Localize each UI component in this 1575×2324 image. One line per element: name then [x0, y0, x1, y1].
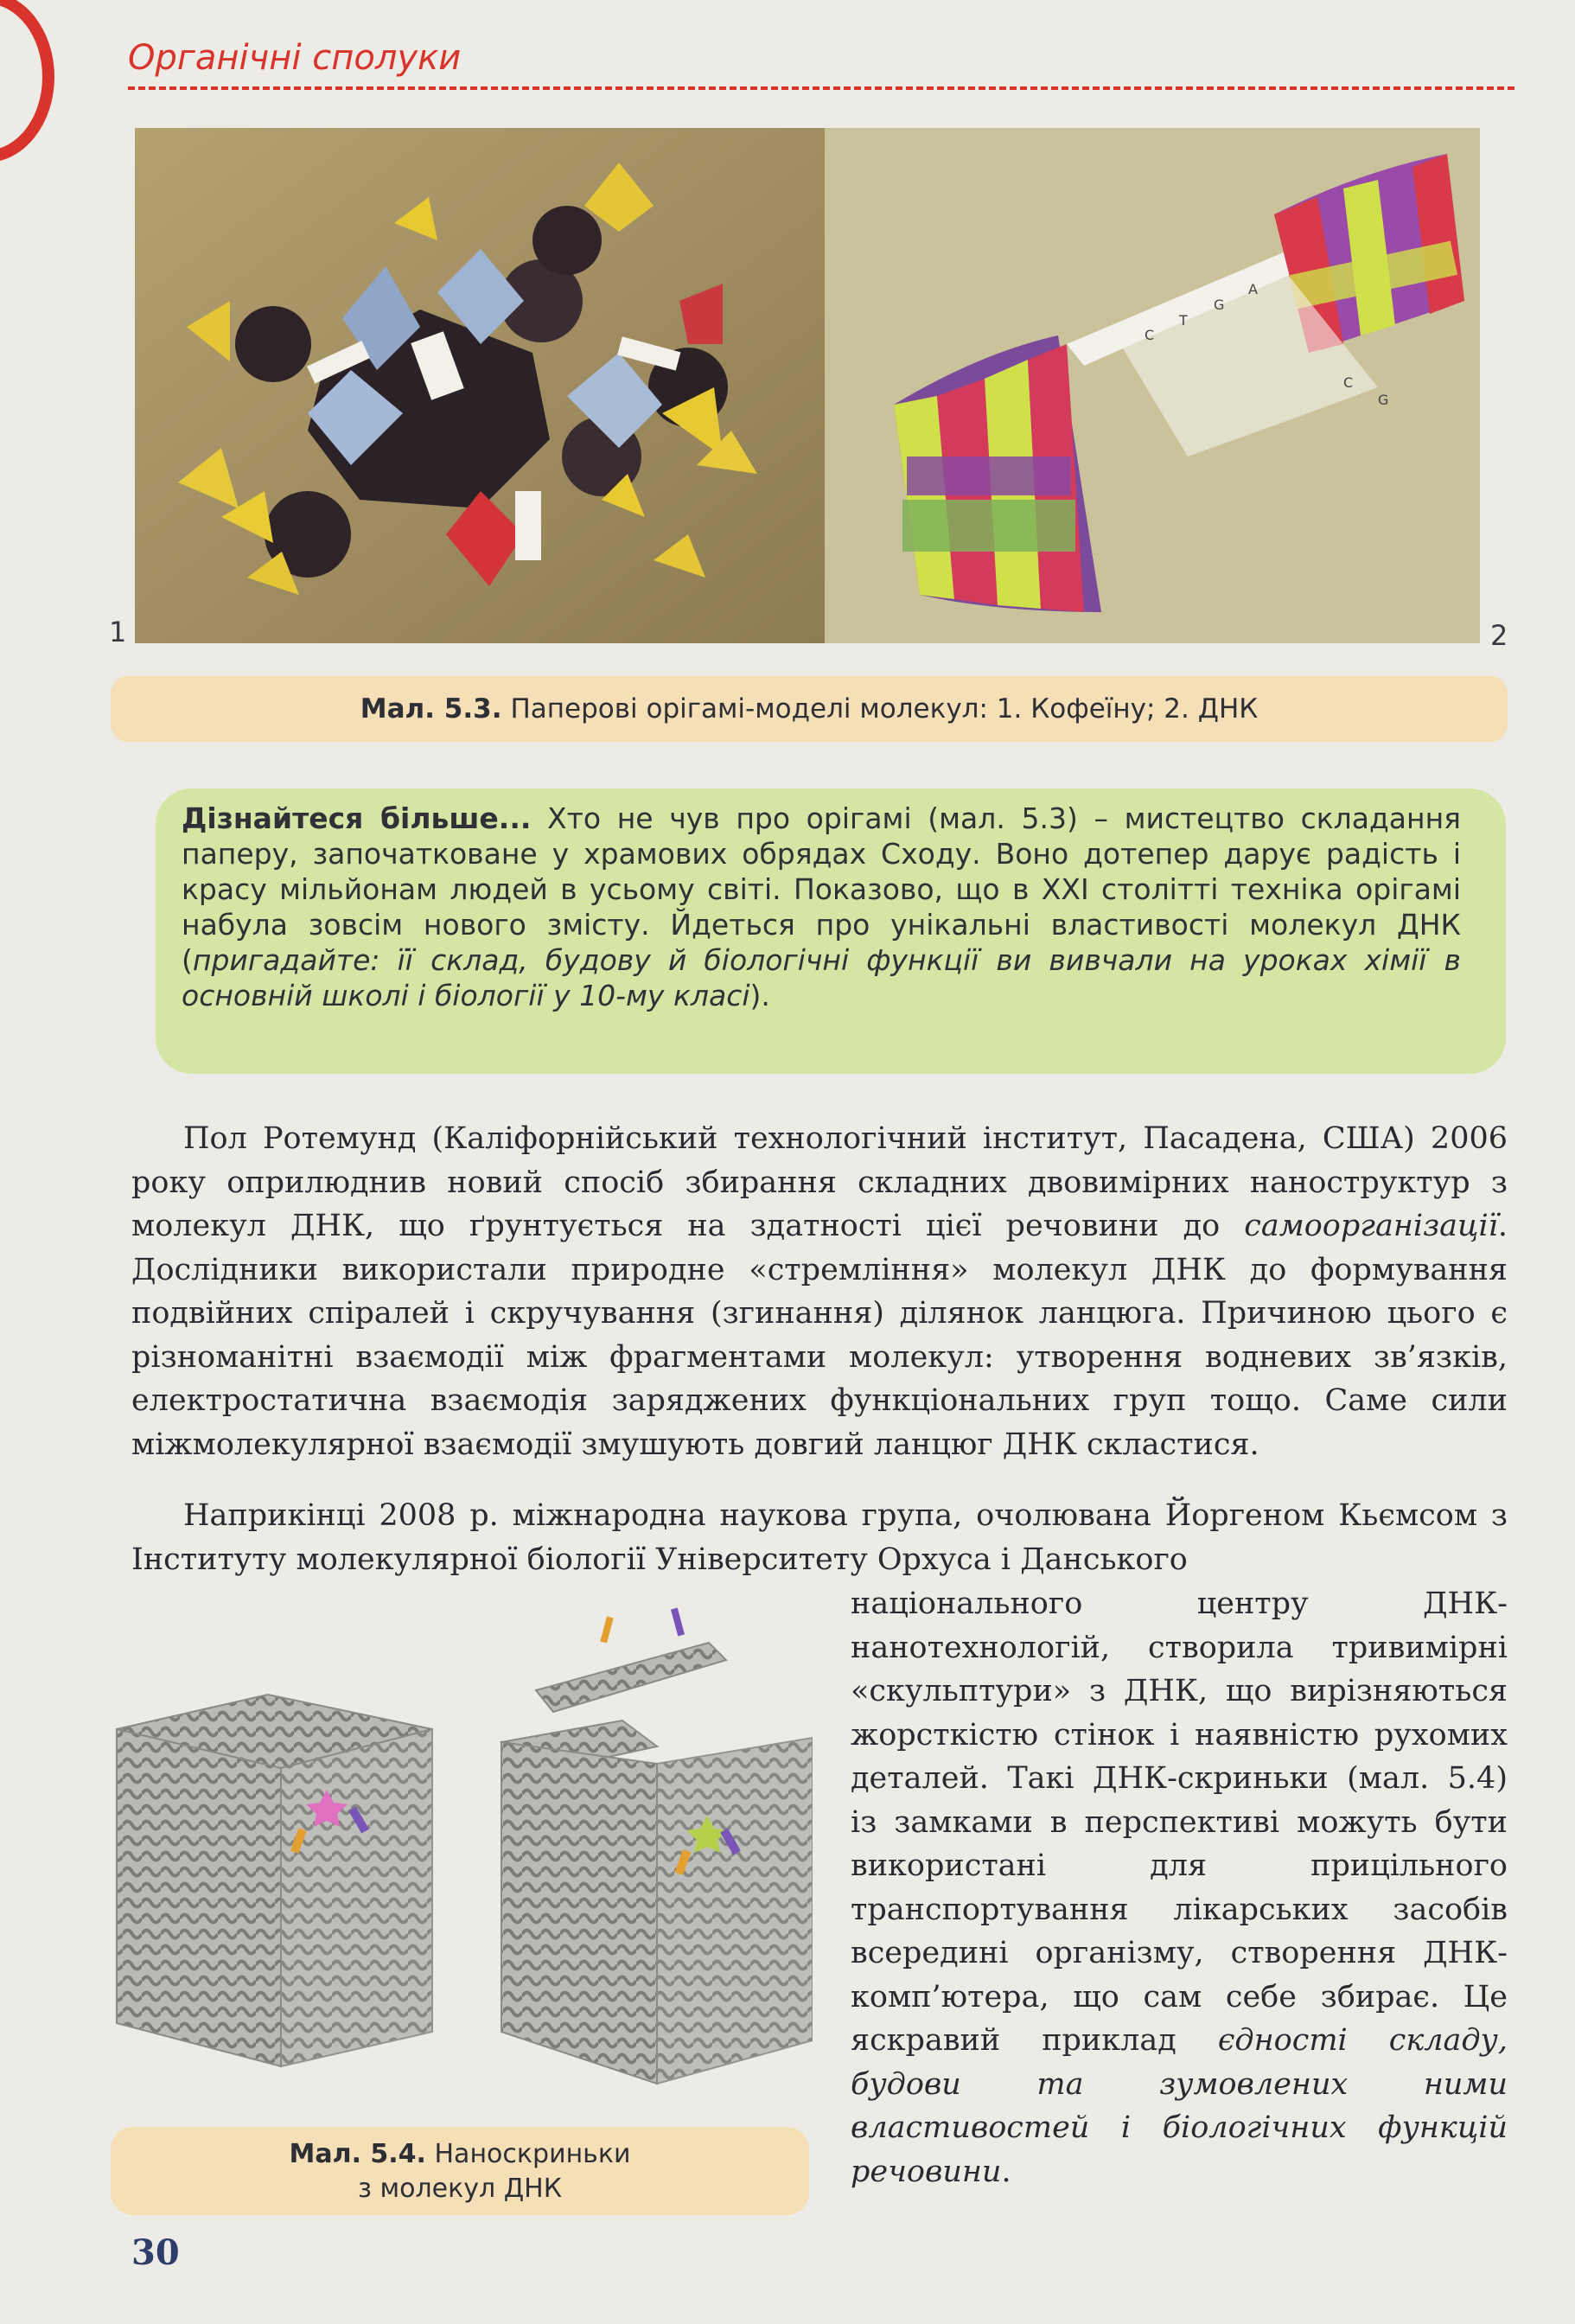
caption-text: Паперові орігамі-моделі молекул: 1. Кофеїну; 2. ДНК — [510, 693, 1259, 725]
caption-label: Мал. 5.4. — [289, 2139, 426, 2169]
paragraph-kjems-continued: національного центру ДНК-нанотехнологій, створила тривимірні «скульптури» з ДНК, що вирізняються жорсткістю стінок і наявністю рухомих деталей. Такі ДНК-скриньки (мал. 5.4) із замками в перспективі можуть бути використані для прицільного транспортування лікарських засобів всередині організму, створення ДНК-комп’ютера, що сам себе збирає. Це яскравий приклад єдності складу, будови та зумовлених ними властивостей і біологічних функцій речовини. — [851, 1587, 1508, 2189]
figure-5-4-caption: Мал. 5.4. Наноскриньки з молекул ДНК — [111, 2127, 809, 2215]
figure-label-1: 1 — [109, 616, 127, 648]
paragraph-rothemund: Пол Ротемунд (Каліфорнійський технологічний інститут, Пасадена, США) 2006 року оприлюднив новий спосіб збирання складних двовимірних наноструктур з молекул ДНК, що ґрунтується на здатності цієї речовини до самоорганізації. Дослідники використали природне «стремління» молекул ДНК до формування подвійних спіралей і скручування (згинання) ділянок ланцюга. Причиною цього є різноманітні взаємодії між фрагментами молекул: утворення водневих зв’язків, електростатична взаємодія заряджених функціональних груп тощо. Саме сили міжмолекулярної взаємодії змушують довгий ланцюг ДНК скластися. — [131, 1121, 1508, 1462]
dna-letter: C — [1145, 327, 1155, 343]
header-divider — [128, 86, 1514, 90]
dna-box-open — [501, 1608, 813, 2084]
dna-letter: G — [1214, 297, 1225, 313]
section-title: Органічні сполуки — [128, 38, 462, 78]
dna-letter: G — [1378, 392, 1389, 408]
figure-5-4-image — [104, 1599, 813, 2110]
dna-letter: A — [1248, 281, 1258, 297]
learn-more-heading: Дізнайтеся більше... — [182, 801, 532, 835]
dna-letter: T — [1179, 312, 1188, 329]
figure-label-2: 2 — [1490, 619, 1508, 652]
caption-label: Мал. 5.3. — [360, 693, 502, 725]
dna-box-closed — [117, 1695, 432, 2066]
figure-5-3-photo-dna — [825, 128, 1480, 643]
learn-more-text: Дізнайтеся більше... Хто не чув про орігамі (мал. 5.3) – мистецтво складання паперу, започатковане у храмових обрядах Сходу. Воно дотепер дарує радість і красу мільйонам людей в усьому світі. Показово, що в XXI столітті техніка орігамі набула зовсім нового змісту. Йдеться про унікальні властивості молекул ДНК (пригадайте: її склад, будову й біологічні функції ви вивчали на уроках хімії в основній школі і біології у 10-му класі). — [182, 801, 1462, 1012]
figure-5-3-caption — [111, 676, 1508, 742]
figure-5-3-photo-caffeine — [135, 128, 825, 643]
dna-letter: C — [1343, 374, 1354, 391]
red-margin-mark — [0, 0, 54, 163]
page-number: 30 — [131, 2232, 180, 2273]
paragraph-kjems-lead: Наприкінці 2008 р. міжнародна наукова група, очолювана Йоргеном Кьємсом з Інституту молекулярної біології Університету Орхуса і Данського — [131, 1498, 1508, 1577]
